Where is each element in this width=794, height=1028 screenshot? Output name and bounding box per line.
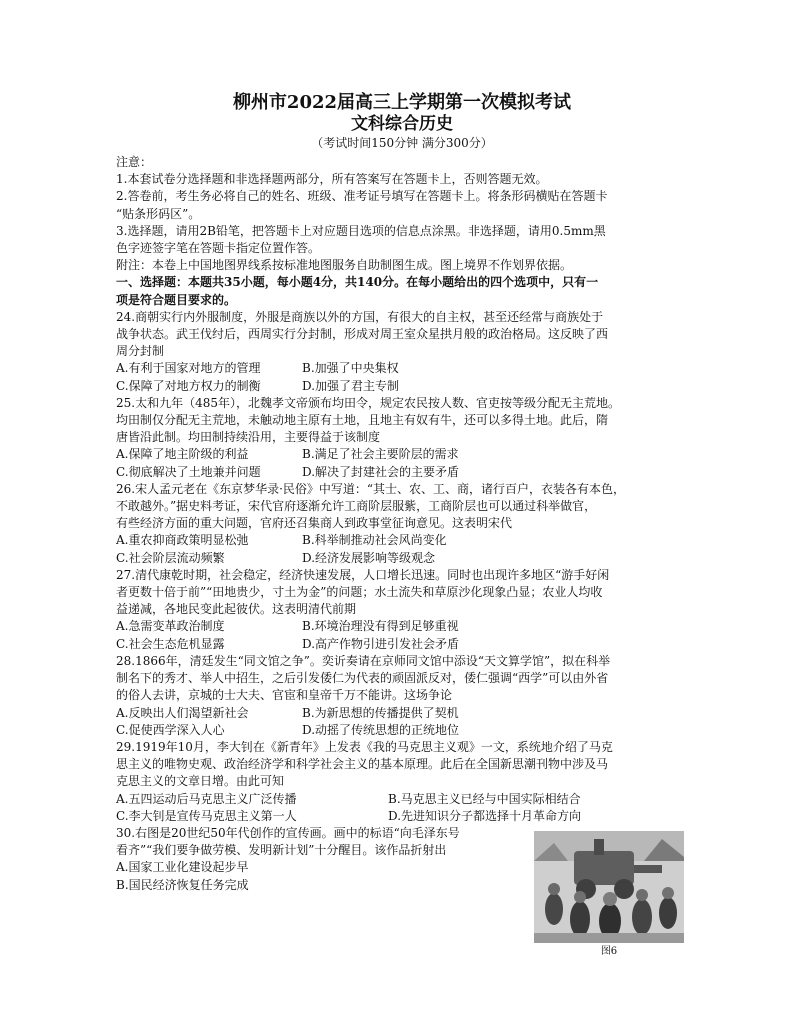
option-b: B.科举制推动社会风尚变化 — [302, 533, 447, 548]
option-b: B.加强了中央集权 — [302, 361, 399, 376]
exam-title: 柳州市2022届高三上学期第一次模拟考试 — [232, 92, 572, 113]
question-27 — [116, 567, 688, 653]
option-a: A.五四运动后马克思主义广泛传播 — [116, 791, 297, 806]
option-list — [116, 360, 688, 394]
exam-info: （考试时间150分钟 满分300分） — [311, 136, 493, 150]
option-list — [116, 791, 688, 825]
option-b: B.环境治理没有得到足够重视 — [302, 619, 459, 634]
question-30 — [116, 825, 688, 957]
option-a: A.保障了地主阶级的利益 — [116, 447, 249, 462]
option-c: C.保障了对地方权力的制衡 — [116, 378, 261, 393]
question-stem: 30.右图是20世纪50年代创作的宣传画。画中的标语“向毛泽东号 看齐”“我们要争做劳模、发明新计划”十分醒目。该作品折射出 — [116, 825, 460, 858]
option-b: B.国民经济恢复任务完成 — [116, 877, 249, 892]
option-c: C.彻底解决了土地兼并问题 — [116, 464, 261, 479]
option-d: D.解决了封建社会的主要矛盾 — [302, 464, 460, 479]
question-28 — [116, 653, 688, 739]
section-heading: 一、选择题：本题共35小题，每小题4分，共140分。在每小题给出的四个选项中，只有一 项是符合题目要求的。 — [116, 275, 599, 307]
propaganda-poster-image — [534, 831, 684, 943]
option-list — [116, 532, 688, 566]
question-25 — [116, 395, 688, 481]
figure-caption: 图6 — [600, 945, 618, 957]
notice-item-2: 2.答卷前，考生务必将自己的姓名、班级、准考证号填写在答题卡上。将条形码横贴在答题卡 “贴条形码区”。 — [116, 189, 608, 221]
notice-appendix: 附注：本卷上中国地图界线系按标准地图服务自助制图生成。图上境界不作划界依据。 — [116, 258, 573, 273]
question-stem: 29.1919年10月，李大钊在《新青年》上发表《我的马克思主义观》一文，系统地介绍了马克 思主义的唯物史观、政治经济学和科学社会主义的基本原理。此后在全国新思潮刊物中涉及马 克思主义的文章日增。由此可知 — [116, 739, 613, 789]
option-a: A.急需变革政治制度 — [116, 619, 225, 634]
notice-item-3: 3.选择题，请用2B铅笔，把答题卡上对应题目选项的信息点涂黑。非选择题，请用0.5mm黑 色字迹签字笔在答题卡指定位置作答。 — [116, 223, 606, 256]
notice-heading: 注意： — [116, 155, 153, 169]
question-26 — [116, 481, 688, 567]
option-list — [116, 705, 688, 739]
option-c: C.社会阶层流动频繁 — [116, 550, 225, 565]
option-a: A.反映出人们渴望新社会 — [116, 705, 249, 720]
option-b: B.满足了社会主要阶层的需求 — [302, 447, 459, 462]
option-a: A.重农抑商政策明显松弛 — [116, 533, 249, 548]
propaganda-poster-figure — [534, 831, 684, 959]
question-stem: 26.宋人孟元老在《东京梦华录·民俗》中写道：“其士、农、工、商，诸行百户，衣装各有本色， 不敢越外。”据史料考证，宋代官府逐渐允许工商阶层服紫，工商阶层也可以通过科举做官， 有些经济方面的重大问题，官府还召集商人到政事堂征询意见。这表明宋代 — [116, 481, 626, 531]
option-a: A.国家工业化建设起步早 — [116, 860, 249, 875]
question-24 — [116, 309, 688, 395]
question-stem: 25.太和九年（485年），北魏孝文帝颁布均田令，规定农民按人数、官吏按等级分配无主荒地。 均田制仅分配无主荒地，未触动地主原有土地，且地主有奴有牛，还可以多得土地。此后，隋 唐皆沿此制。均田制持续沿用，主要得益于该制度 — [116, 395, 620, 445]
option-c: C.李大钊是宣传马克思主义第一人 — [116, 808, 297, 823]
option-b: B.马克思主义已经与中国实际相结合 — [388, 791, 581, 806]
option-d: D.加强了君主专制 — [302, 378, 400, 393]
option-a: A.有利于国家对地方的管理 — [116, 361, 261, 376]
option-b: B.为新思想的传播提供了契机 — [302, 705, 459, 720]
option-d: D.高产作物引进引发社会矛盾 — [302, 636, 460, 651]
exam-page — [116, 92, 688, 957]
question-29 — [116, 739, 688, 825]
question-30-text — [116, 825, 516, 894]
question-stem: 24.商朝实行内外服制度，外服是商族以外的方国，有很大的自主权，甚至还经常与商族处于 战争状态。武王伐纣后，西周实行分封制，形成对周王室众星拱月般的政治格局。这反映了西 周分封制 — [116, 309, 609, 359]
option-c: C.社会生态危机显露 — [116, 636, 225, 651]
question-stem: 27.清代康乾时期，社会稳定，经济快速发展，人口增长迅速。同时也出现许多地区“游手好闲 者更数十倍于前”“田地贵少，寸土为金”的问题；水土流失和草原沙化现象凸显；农业人均收 益递减，各地民变此起彼伏。这表明清代前期 — [116, 567, 610, 617]
option-d: D.先进知识分子都选择十月革命方向 — [388, 808, 582, 823]
notice-item-1: 1.本套试卷分选择题和非选择题两部分，所有答案写在答题卡上，否则答题无效。 — [116, 172, 548, 187]
option-d: D.动摇了传统思想的正统地位 — [302, 722, 460, 737]
notice-block — [116, 154, 688, 274]
option-c: C.促使西学深入人心 — [116, 722, 225, 737]
option-d: D.经济发展影响等级观念 — [302, 550, 436, 565]
exam-subtitle: 文科综合历史 — [351, 114, 453, 134]
option-list — [116, 446, 688, 480]
question-stem: 28.1866年，清廷发生“同文馆之争”。奕䜣奏请在京师同文馆中添设“天文算学馆”，拟在科举 制名下的秀才、举人中招生，之后引发倭仁为代表的顽固派反对，倭仁强调“西学”可以由外省 的俗人去讲，京城的士大夫、官宦和皇帝千万不能讲。这场争论 — [116, 653, 611, 703]
option-list — [116, 618, 688, 652]
